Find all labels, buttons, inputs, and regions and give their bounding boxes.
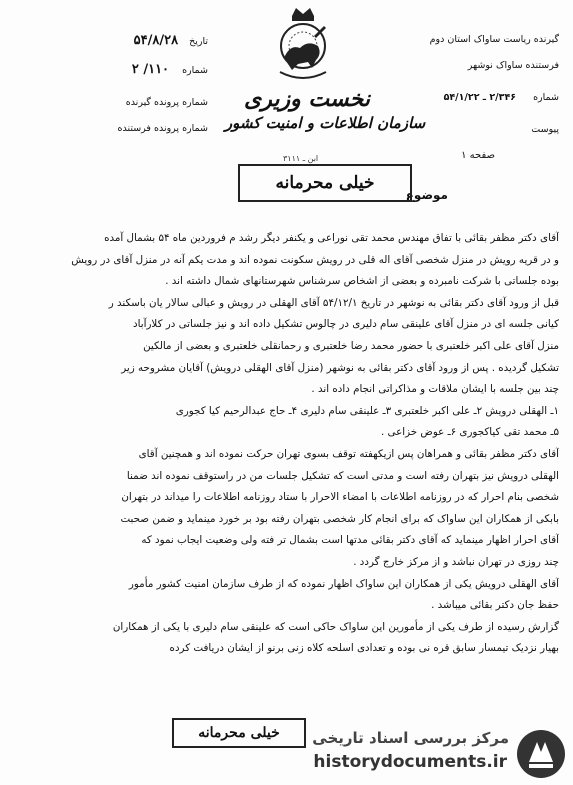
body-line: آقای دکتر مظفر بقائی و همراهان پس ازیکهفته توقف بسوی تهران حرکت نموده اند و همچنین آقای — [138, 447, 559, 460]
body-line: ۱ـ الهقلی درویش ۲ـ علی اکبر خلعتبری ۳ـ علینقی سام دلیری ۴ـ حاج عبدالرحیم کیا کجوری — [175, 404, 559, 417]
reference-number-row — [389, 92, 559, 103]
classification-stamp: خیلی محرمانه — [238, 164, 412, 202]
body-line: بهیار نزدیک تیمسار سابق قره نی بوده و تعدادی اسلحه کلاه زنی برنو از ایشان دریافت کرده — [169, 642, 559, 655]
sender-line: فرستنده ساواک نوشهر — [467, 60, 559, 71]
file-recipient-label: شماره پرونده گیرنده — [125, 97, 208, 108]
body-line: حفظ جان دکتر بقائی میباشد . — [431, 599, 559, 612]
watermark-title: مرکز بررسی اسناد تاریخی — [312, 729, 509, 747]
date-value: ۵۴/۸/۲۸ — [133, 33, 179, 48]
ministry-title: نخست وزیری — [244, 86, 370, 112]
body-line: آقای دکتر مظفر بقائی با تفاق مهندس محمد تقی نوراعی و یکنفر دیگر رشد م فروردین ماه ۵۴ بشمال آمده — [104, 232, 559, 244]
watermark-site: historydocuments.ir — [313, 752, 507, 772]
organization-title: سازمان اطلاعات و امنیت کشور — [224, 114, 426, 132]
date-row — [18, 34, 208, 48]
letter-body — [11, 228, 559, 660]
subject-label: موضوع — [405, 188, 448, 202]
attachment-label: پیوست — [531, 124, 559, 135]
classification-stamp-bottom: خیلی محرمانه — [172, 718, 306, 748]
reference-number-value: ۲/۳۴۶ ـ ۵۴/۱/۲۲ — [443, 92, 517, 103]
body-line: چند روزی در تهران نباشد و از مرکز خارج گردد . — [353, 555, 559, 568]
recipient-line: گیرنده ریاست ساواک استان دوم — [429, 34, 559, 45]
date-label: تاریخ — [189, 36, 208, 47]
body-line: آقای الهقلی درویش یکی از همکاران این ساواک اظهار نموده که از طرف سازمان امنیت کشور مأمور — [128, 577, 559, 590]
body-line: چند بین جلسه با ایشان ملاقات و مذاکراتی انجام داده اند . — [311, 383, 559, 396]
body-line: تشکیل گردیده . پس از ورود آقای دکتر بقائی به نوشهر (منزل آقای الهقلی درویش) آقایان مشروحه زیر — [121, 361, 559, 374]
body-line: ۵ـ محمد تقی کیاکجوری ۶ـ عوض خزاعی . — [380, 426, 559, 439]
body-line: منزل آقای علی اکبر خلعتبری با حضور محمد رضا خلعتبری و رحمانقلی خلعتبری و بعضی از مالکین — [143, 339, 559, 352]
reference-number-label: شماره — [533, 92, 559, 103]
body-line: کیانی جلسه ای در منزل آقای علینقی سام دلیری در چالوس تشکیل داده اند و نیز جلساتی در کلارآباد — [133, 318, 559, 331]
archive-logo-icon — [515, 728, 567, 780]
body-line: و در قریه رویش در منزل شخصی آقای اله قلی در رویش سکونت نموده اند و مدت یکم آنه در منزل آقای در رویش — [71, 253, 559, 266]
page-number: صفحه ۱ — [461, 150, 495, 161]
body-line: الهقلی درویش نیز بتهران رفته است و مدتی است که تشکیل جلسات من در راستوقف نموده اند ضمنا — [126, 469, 559, 482]
archive-watermark — [277, 728, 567, 780]
number-value: ۱۱۰/ ۲ — [131, 62, 170, 77]
lion-and-sun-emblem-icon — [270, 6, 336, 84]
body-line: بوده جلساتی با شرکت نامبرده و بعضی از اشخاص سرشناس شهرستانهای شمال داشته اند . — [165, 275, 559, 288]
body-line: آقای احرار اظهار مینماید که آقای دکتر بقائی مدتها است بشمال تر فته ولی وضعیت ایجاب نمود که — [141, 534, 559, 547]
body-line: شخصی بنام احرار که در روزنامه اطلاعات با امضاء الاحرار با ستاد روزنامه اطلاعات را میداند در بتهران — [121, 491, 559, 504]
file-sender-label: شماره پرونده فرستنده — [117, 123, 208, 134]
stamp-note: ابن ـ ۳۱۱۱ — [283, 154, 319, 163]
number-row — [18, 63, 208, 77]
body-line: بابکی از همکاران این ساواک که برای انجام کار شخصی بتهران رفته بود بر خورد مینماید و ضمن صحبت — [120, 512, 559, 525]
body-line: قبل از ورود آقای دکتر بقائی به نوشهر در تاریخ ۵۴/۱۲/۱ آقای الهقلی در رویش و عبالی سالار یان باسکند ر — [108, 296, 559, 309]
number-label: شماره — [182, 65, 208, 76]
body-line: گزارش رسیده از طرف یکی از مأمورین این ساواک حاکی است که علینقی سام دلیری با یکی از همکاران — [112, 620, 559, 633]
